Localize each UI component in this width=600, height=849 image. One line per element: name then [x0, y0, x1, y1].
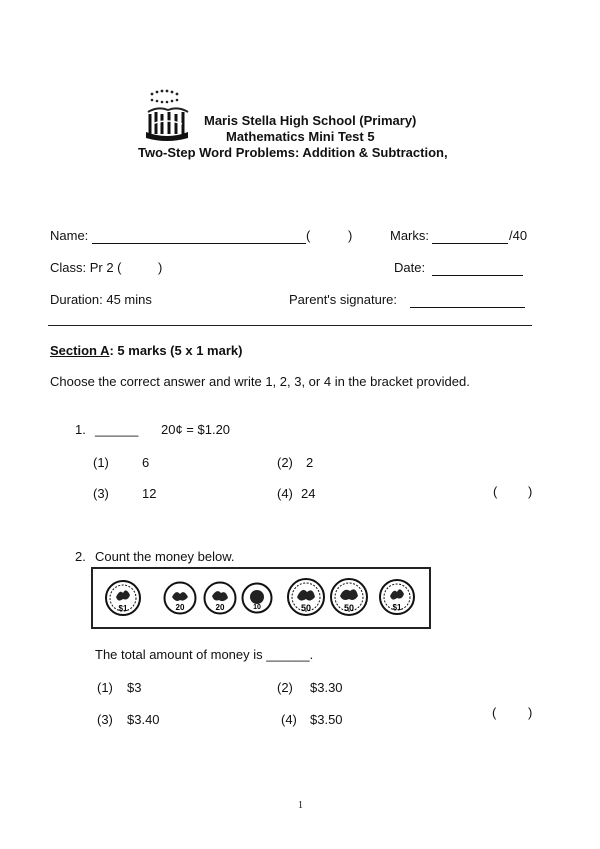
coins-box: [91, 567, 431, 629]
class-label: Class: Pr 2 (: [50, 260, 122, 275]
q2-option-1-value: $3: [127, 680, 142, 695]
coin-1-label: $1: [118, 604, 128, 613]
section-marks: : 5 marks (5 x 1 mark): [109, 343, 243, 358]
q2-option-3-value: $3.40: [127, 712, 160, 727]
section-title: Section A: [50, 343, 110, 358]
school-name: Maris Stella High School (Primary): [204, 113, 417, 128]
class-paren-close: ): [158, 260, 163, 275]
q2-bracket-open: (: [492, 705, 497, 720]
q1-expression: 20¢ = $1.20: [161, 422, 231, 437]
q2-option-4-value: $3.50: [310, 712, 343, 727]
q2-number: 2.: [75, 549, 86, 564]
school-logo: [142, 88, 192, 142]
coin-6-label: 50: [343, 603, 355, 613]
name-paren-close: ): [348, 228, 353, 243]
coin-5-fifty-cents: [286, 577, 326, 617]
coin-2-label: 20: [175, 603, 185, 612]
q1-option-4-num: (4): [277, 486, 293, 501]
coin-4-ten-cents: [241, 582, 273, 614]
q2-option-1-num: (1): [97, 680, 113, 695]
signature-label: Parent's signature:: [289, 292, 397, 307]
q2-option-3-num: (3): [97, 712, 113, 727]
coin-6-fifty-cents: [329, 577, 369, 617]
coin-3-label: 20: [215, 603, 225, 612]
q2-bracket-close: ): [528, 705, 533, 720]
divider: [48, 325, 532, 326]
q2-option-2-value: $3.30: [310, 680, 343, 695]
coin-7-label: $1: [392, 603, 402, 612]
test-topic: Two-Step Word Problems: Addition & Subtraction,: [138, 145, 448, 160]
test-title: Mathematics Mini Test 5: [226, 129, 375, 144]
q1-option-2-num: (2): [277, 455, 293, 470]
section-instruction: Choose the correct answer and write 1, 2, 3, or 4 in the bracket provided.: [50, 374, 470, 389]
q1-number: 1.: [75, 422, 86, 437]
q2-option-2-num: (2): [277, 680, 293, 695]
coin-1-dollar: [104, 579, 142, 617]
marks-line[interactable]: [432, 243, 508, 244]
q1-option-1-value: 6: [142, 455, 150, 470]
name-label: Name:: [50, 228, 89, 243]
section-heading: [50, 343, 242, 358]
q1-bracket-close: ): [528, 484, 533, 499]
q2-prompt: Count the money below.: [95, 549, 235, 564]
date-label: Date:: [394, 260, 426, 275]
name-line[interactable]: [92, 243, 306, 244]
marks-label: Marks:: [390, 228, 429, 243]
page-number: 1: [298, 800, 303, 811]
q1-blank[interactable]: ______: [95, 422, 139, 437]
marks-total: /40: [509, 228, 528, 243]
q2-option-4-num: (4): [281, 712, 297, 727]
coin-2-twenty-cents: [163, 581, 197, 615]
coin-5-label: 50: [300, 603, 312, 613]
q1-option-2-value: 2: [306, 455, 314, 470]
q1-option-1-num: (1): [93, 455, 109, 470]
q1-bracket-open: (: [493, 484, 498, 499]
date-line[interactable]: [432, 275, 523, 276]
q2-statement: The total amount of money is ______.: [95, 647, 314, 662]
q1-option-4-value: 24: [301, 486, 316, 501]
name-paren-open: (: [306, 228, 311, 243]
duration-text: Duration: 45 mins: [50, 292, 152, 307]
q1-option-3-value: 12: [142, 486, 157, 501]
coin-3-twenty-cents: [203, 581, 237, 615]
coin-4-label: 10: [253, 604, 261, 611]
q1-option-3-num: (3): [93, 486, 109, 501]
signature-line[interactable]: [410, 307, 525, 308]
coin-7-dollar: [378, 578, 416, 616]
